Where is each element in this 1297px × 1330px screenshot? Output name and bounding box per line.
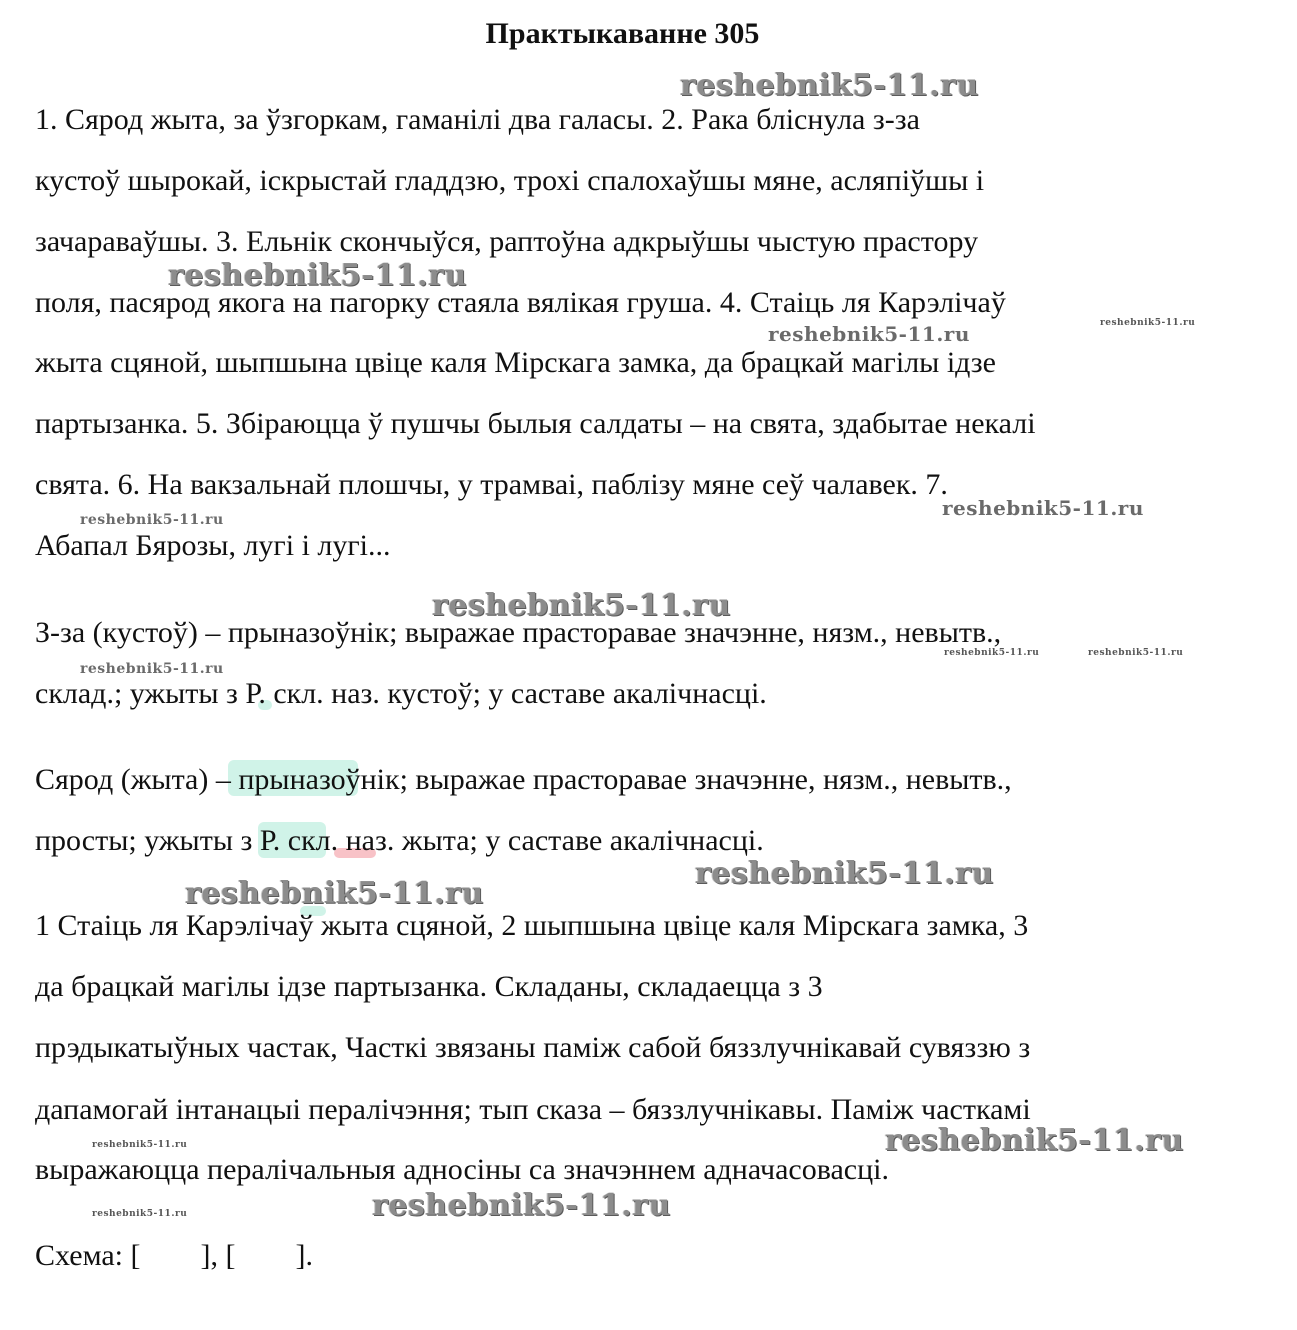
watermark: reshebnik5-11.ru: [768, 322, 970, 346]
text-line: З-за (кустоў) – прыназоўнік; выражае прасторавае значэнне, нязм., невытв.,: [35, 616, 1002, 649]
text-line: партызанка. 5. Збіраюцца ў пушчы былыя салдаты – на свята, здабытае некалі: [35, 407, 1036, 440]
watermark: reshebnik5-11.ru: [1088, 648, 1184, 658]
text-line: прэдыкатыўных частак, Часткі звязаны паміж сабой бяззлучнікавай сувяззю з: [35, 1031, 1031, 1064]
watermark: reshebnik5-11.ru: [372, 1188, 671, 1223]
watermark: reshebnik5-11.ru: [92, 1209, 188, 1219]
page-title: Практыкаванне 305: [485, 17, 760, 50]
text-line: 1 Стаіць ля Карэлічаў жыта сцяной, 2 шыпшына цвіце каля Мірскага замка, 3: [35, 909, 1029, 942]
text-line: Сярод (жыта) – прыназоўнік; выражае прасторавае значэнне, нязм., невытв.,: [35, 763, 1012, 796]
watermark: reshebnik5-11.ru: [92, 1140, 188, 1150]
watermark: reshebnik5-11.ru: [432, 588, 731, 623]
text-line: просты; ужыты з Р. скл. наз. жыта; у саставе акалічнасці.: [35, 824, 764, 857]
watermark: reshebnik5-11.ru: [695, 856, 994, 891]
watermark: reshebnik5-11.ru: [942, 496, 1144, 520]
watermark: reshebnik5-11.ru: [80, 661, 224, 677]
text-line: выражаюцца пералічальныя адносіны са значэннем адначасовасці.: [35, 1153, 889, 1186]
watermark: reshebnik5-11.ru: [944, 648, 1040, 658]
text-line: 1. Сярод жыта, за ўзгоркам, гаманілі два галасы. 2. Рака блiснула з-за: [35, 103, 920, 136]
text-line: свята. 6. На вакзальнай плошчы, у трамваі, паблізу мяне сеў чалавек. 7.: [35, 468, 948, 501]
text-line: кустоў шырокай, іскрыстай гладдзю, трохі спалохаўшы мяне, асляпіўшы і: [35, 164, 985, 197]
watermark: reshebnik5-11.ru: [1100, 318, 1196, 328]
text-line: поля, пасярод якога на пагорку стаяла вялікая груша. 4. Стаіць ля Карэлічаў: [35, 286, 1006, 319]
watermark: reshebnik5-11.ru: [885, 1123, 1184, 1158]
text-line: дапамогай інтанацыі пералічэння; тып сказа – бяззлучнікавы. Паміж часткамі: [35, 1093, 1031, 1126]
watermark: reshebnik5-11.ru: [680, 68, 979, 103]
watermark: reshebnik5-11.ru: [168, 258, 467, 293]
text-line: жыта сцяной, шыпшына цвіце каля Мірскага замка, да брацкай магілы ідзе: [35, 346, 996, 379]
text-line: склад.; ужыты з Р. скл. наз. кустоў; у саставе акалічнасці.: [35, 677, 767, 710]
watermark: reshebnik5-11.ru: [80, 512, 224, 528]
text-line: зачараваўшы. 3. Ельнік скончыўся, раптоўна адкрыўшы чыстую прастору: [35, 225, 979, 258]
schema-line: Схема: [ ], [ ].: [35, 1239, 313, 1272]
text-line: Абапал Бярозы, лугі і лугі...: [35, 529, 391, 562]
watermark: reshebnik5-11.ru: [185, 876, 484, 911]
text-line: да брацкай магілы ідзе партызанка. Складаны, складаецца з 3: [35, 970, 823, 1003]
